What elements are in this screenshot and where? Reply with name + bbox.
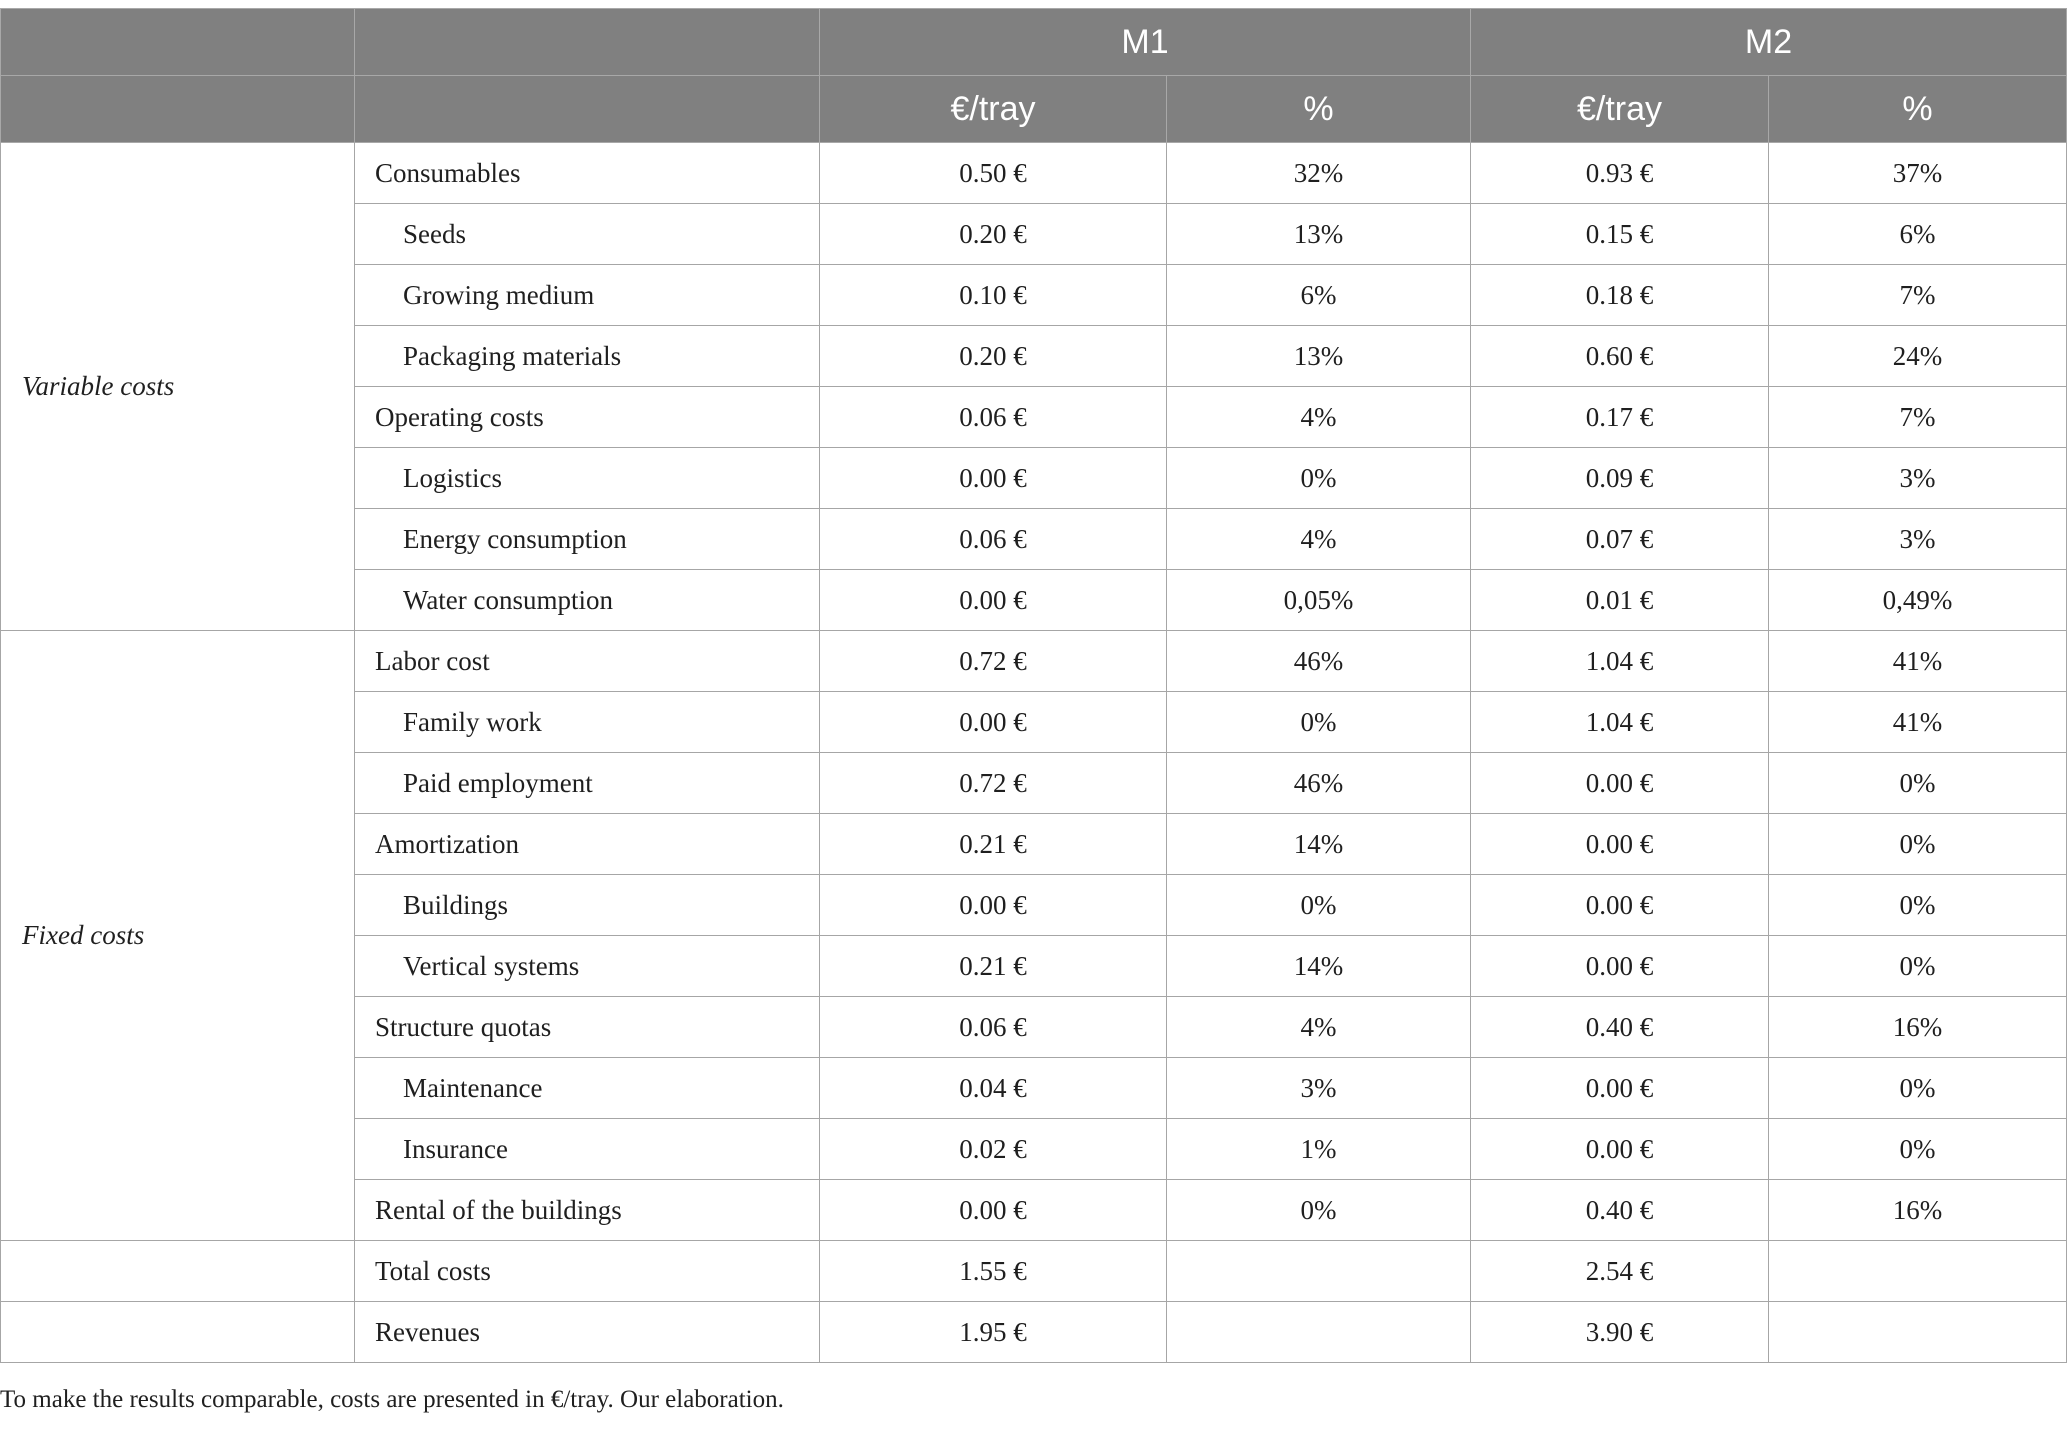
m2-pct-cell: 6%: [1769, 204, 2067, 265]
row-label: Buildings: [355, 875, 820, 936]
header-row-groups: [1, 9, 2067, 76]
m2-value-cell: 0.40 €: [1471, 1180, 1769, 1241]
row-label: Packaging materials: [355, 326, 820, 387]
total-row: [1, 1241, 2067, 1302]
m1-value-cell: 0.72 €: [820, 753, 1167, 814]
m2-value-cell: 1.04 €: [1471, 631, 1769, 692]
m1-pct-cell: 1%: [1167, 1119, 1471, 1180]
m1-pct-cell: 14%: [1167, 814, 1471, 875]
m1-pct-cell: 4%: [1167, 509, 1471, 570]
m2-pct-cell: 7%: [1769, 265, 2067, 326]
header-empty-cell: [1, 9, 355, 76]
table-container: [0, 8, 2067, 1363]
section-label-fixed-costs: Fixed costs: [1, 631, 355, 1241]
m1-value-cell: 0.20 €: [820, 204, 1167, 265]
row-label: Insurance: [355, 1119, 820, 1180]
m2-pct-cell: 7%: [1769, 387, 2067, 448]
table-header: [1, 9, 2067, 143]
m2-value-cell: 0.00 €: [1471, 875, 1769, 936]
row-label: Amortization: [355, 814, 820, 875]
m1-pct-cell: 0,05%: [1167, 570, 1471, 631]
m2-value-cell: 3.90 €: [1471, 1302, 1769, 1363]
m2-pct-cell: 16%: [1769, 1180, 2067, 1241]
m1-value-cell: 0.02 €: [820, 1119, 1167, 1180]
m1-value-cell: 0.50 €: [820, 143, 1167, 204]
m1-value-cell: 1.95 €: [820, 1302, 1167, 1363]
row-label: Water consumption: [355, 570, 820, 631]
m1-value-cell: 0.00 €: [820, 1180, 1167, 1241]
m2-pct-cell: 0%: [1769, 936, 2067, 997]
row-label: Vertical systems: [355, 936, 820, 997]
row-label: Family work: [355, 692, 820, 753]
m1-pct-cell: 3%: [1167, 1058, 1471, 1119]
row-label: Energy consumption: [355, 509, 820, 570]
m1-pct-cell: 46%: [1167, 631, 1471, 692]
header-group-m1: M1: [820, 9, 1471, 76]
m2-value-cell: 0.00 €: [1471, 814, 1769, 875]
m1-pct-cell: 4%: [1167, 997, 1471, 1058]
m1-value-cell: 0.72 €: [820, 631, 1167, 692]
empty-cell: [1, 1302, 355, 1363]
empty-cell: [1167, 1241, 1471, 1302]
header-empty-cell: [355, 76, 820, 143]
m2-value-cell: 0.17 €: [1471, 387, 1769, 448]
m1-pct-cell: 0%: [1167, 1180, 1471, 1241]
m1-pct-cell: 13%: [1167, 326, 1471, 387]
m1-value-cell: 0.06 €: [820, 387, 1167, 448]
m2-value-cell: 0.15 €: [1471, 204, 1769, 265]
m1-value-cell: 0.10 €: [820, 265, 1167, 326]
m2-pct-cell: 0%: [1769, 1058, 2067, 1119]
m1-pct-cell: 32%: [1167, 143, 1471, 204]
table-footnote: To make the results comparable, costs are presented in €/tray. Our elaboration.: [0, 1386, 784, 1413]
m2-value-cell: 0.00 €: [1471, 936, 1769, 997]
empty-cell: [1167, 1302, 1471, 1363]
m2-pct-cell: 0%: [1769, 753, 2067, 814]
m1-value-cell: 0.00 €: [820, 692, 1167, 753]
header-m2-value: €/tray: [1471, 76, 1769, 143]
section-label-variable-costs: Variable costs: [1, 143, 355, 631]
m1-pct-cell: 0%: [1167, 448, 1471, 509]
m2-pct-cell: 0,49%: [1769, 570, 2067, 631]
m2-pct-cell: 24%: [1769, 326, 2067, 387]
m1-value-cell: 0.20 €: [820, 326, 1167, 387]
row-label: Maintenance: [355, 1058, 820, 1119]
header-m1-pct: %: [1167, 76, 1471, 143]
header-empty-cell: [355, 9, 820, 76]
table-body: [1, 143, 2067, 1363]
header-row-units: [1, 76, 2067, 143]
row-label: Total costs: [355, 1241, 820, 1302]
cost-table: [0, 8, 2067, 1363]
total-row: [1, 1302, 2067, 1363]
m1-value-cell: 0.04 €: [820, 1058, 1167, 1119]
m2-value-cell: 1.04 €: [1471, 692, 1769, 753]
m2-value-cell: 0.60 €: [1471, 326, 1769, 387]
m2-value-cell: 0.00 €: [1471, 753, 1769, 814]
row-label: Logistics: [355, 448, 820, 509]
m2-value-cell: 0.09 €: [1471, 448, 1769, 509]
m1-value-cell: 0.00 €: [820, 570, 1167, 631]
m1-value-cell: 0.06 €: [820, 997, 1167, 1058]
row-label: Revenues: [355, 1302, 820, 1363]
m1-pct-cell: 0%: [1167, 875, 1471, 936]
m2-pct-cell: 0%: [1769, 1119, 2067, 1180]
m2-pct-cell: 41%: [1769, 692, 2067, 753]
m1-value-cell: 0.00 €: [820, 875, 1167, 936]
m2-pct-cell: 16%: [1769, 997, 2067, 1058]
m2-value-cell: 2.54 €: [1471, 1241, 1769, 1302]
m1-pct-cell: 46%: [1167, 753, 1471, 814]
m1-pct-cell: 6%: [1167, 265, 1471, 326]
m1-pct-cell: 4%: [1167, 387, 1471, 448]
m1-value-cell: 0.21 €: [820, 814, 1167, 875]
m2-pct-cell: 37%: [1769, 143, 2067, 204]
empty-cell: [1769, 1241, 2067, 1302]
table-row: [1, 143, 2067, 204]
row-label: Labor cost: [355, 631, 820, 692]
m2-value-cell: 0.01 €: [1471, 570, 1769, 631]
m2-value-cell: 0.00 €: [1471, 1058, 1769, 1119]
m2-pct-cell: 3%: [1769, 509, 2067, 570]
row-label: Rental of the buildings: [355, 1180, 820, 1241]
m1-pct-cell: 13%: [1167, 204, 1471, 265]
m2-pct-cell: 0%: [1769, 814, 2067, 875]
m1-pct-cell: 0%: [1167, 692, 1471, 753]
m2-pct-cell: 41%: [1769, 631, 2067, 692]
m2-value-cell: 0.40 €: [1471, 997, 1769, 1058]
header-m1-value: €/tray: [820, 76, 1167, 143]
header-m2-pct: %: [1769, 76, 2067, 143]
m2-value-cell: 0.18 €: [1471, 265, 1769, 326]
header-empty-cell: [1, 76, 355, 143]
row-label: Paid employment: [355, 753, 820, 814]
m2-value-cell: 0.93 €: [1471, 143, 1769, 204]
empty-cell: [1769, 1302, 2067, 1363]
m1-value-cell: 0.06 €: [820, 509, 1167, 570]
m1-value-cell: 0.00 €: [820, 448, 1167, 509]
row-label: Operating costs: [355, 387, 820, 448]
m1-value-cell: 1.55 €: [820, 1241, 1167, 1302]
empty-cell: [1, 1241, 355, 1302]
m1-value-cell: 0.21 €: [820, 936, 1167, 997]
row-label: Structure quotas: [355, 997, 820, 1058]
m2-pct-cell: 0%: [1769, 875, 2067, 936]
m2-value-cell: 0.07 €: [1471, 509, 1769, 570]
row-label: Consumables: [355, 143, 820, 204]
m2-value-cell: 0.00 €: [1471, 1119, 1769, 1180]
m2-pct-cell: 3%: [1769, 448, 2067, 509]
m1-pct-cell: 14%: [1167, 936, 1471, 997]
table-row: [1, 631, 2067, 692]
row-label: Growing medium: [355, 265, 820, 326]
header-group-m2: M2: [1471, 9, 2067, 76]
row-label: Seeds: [355, 204, 820, 265]
